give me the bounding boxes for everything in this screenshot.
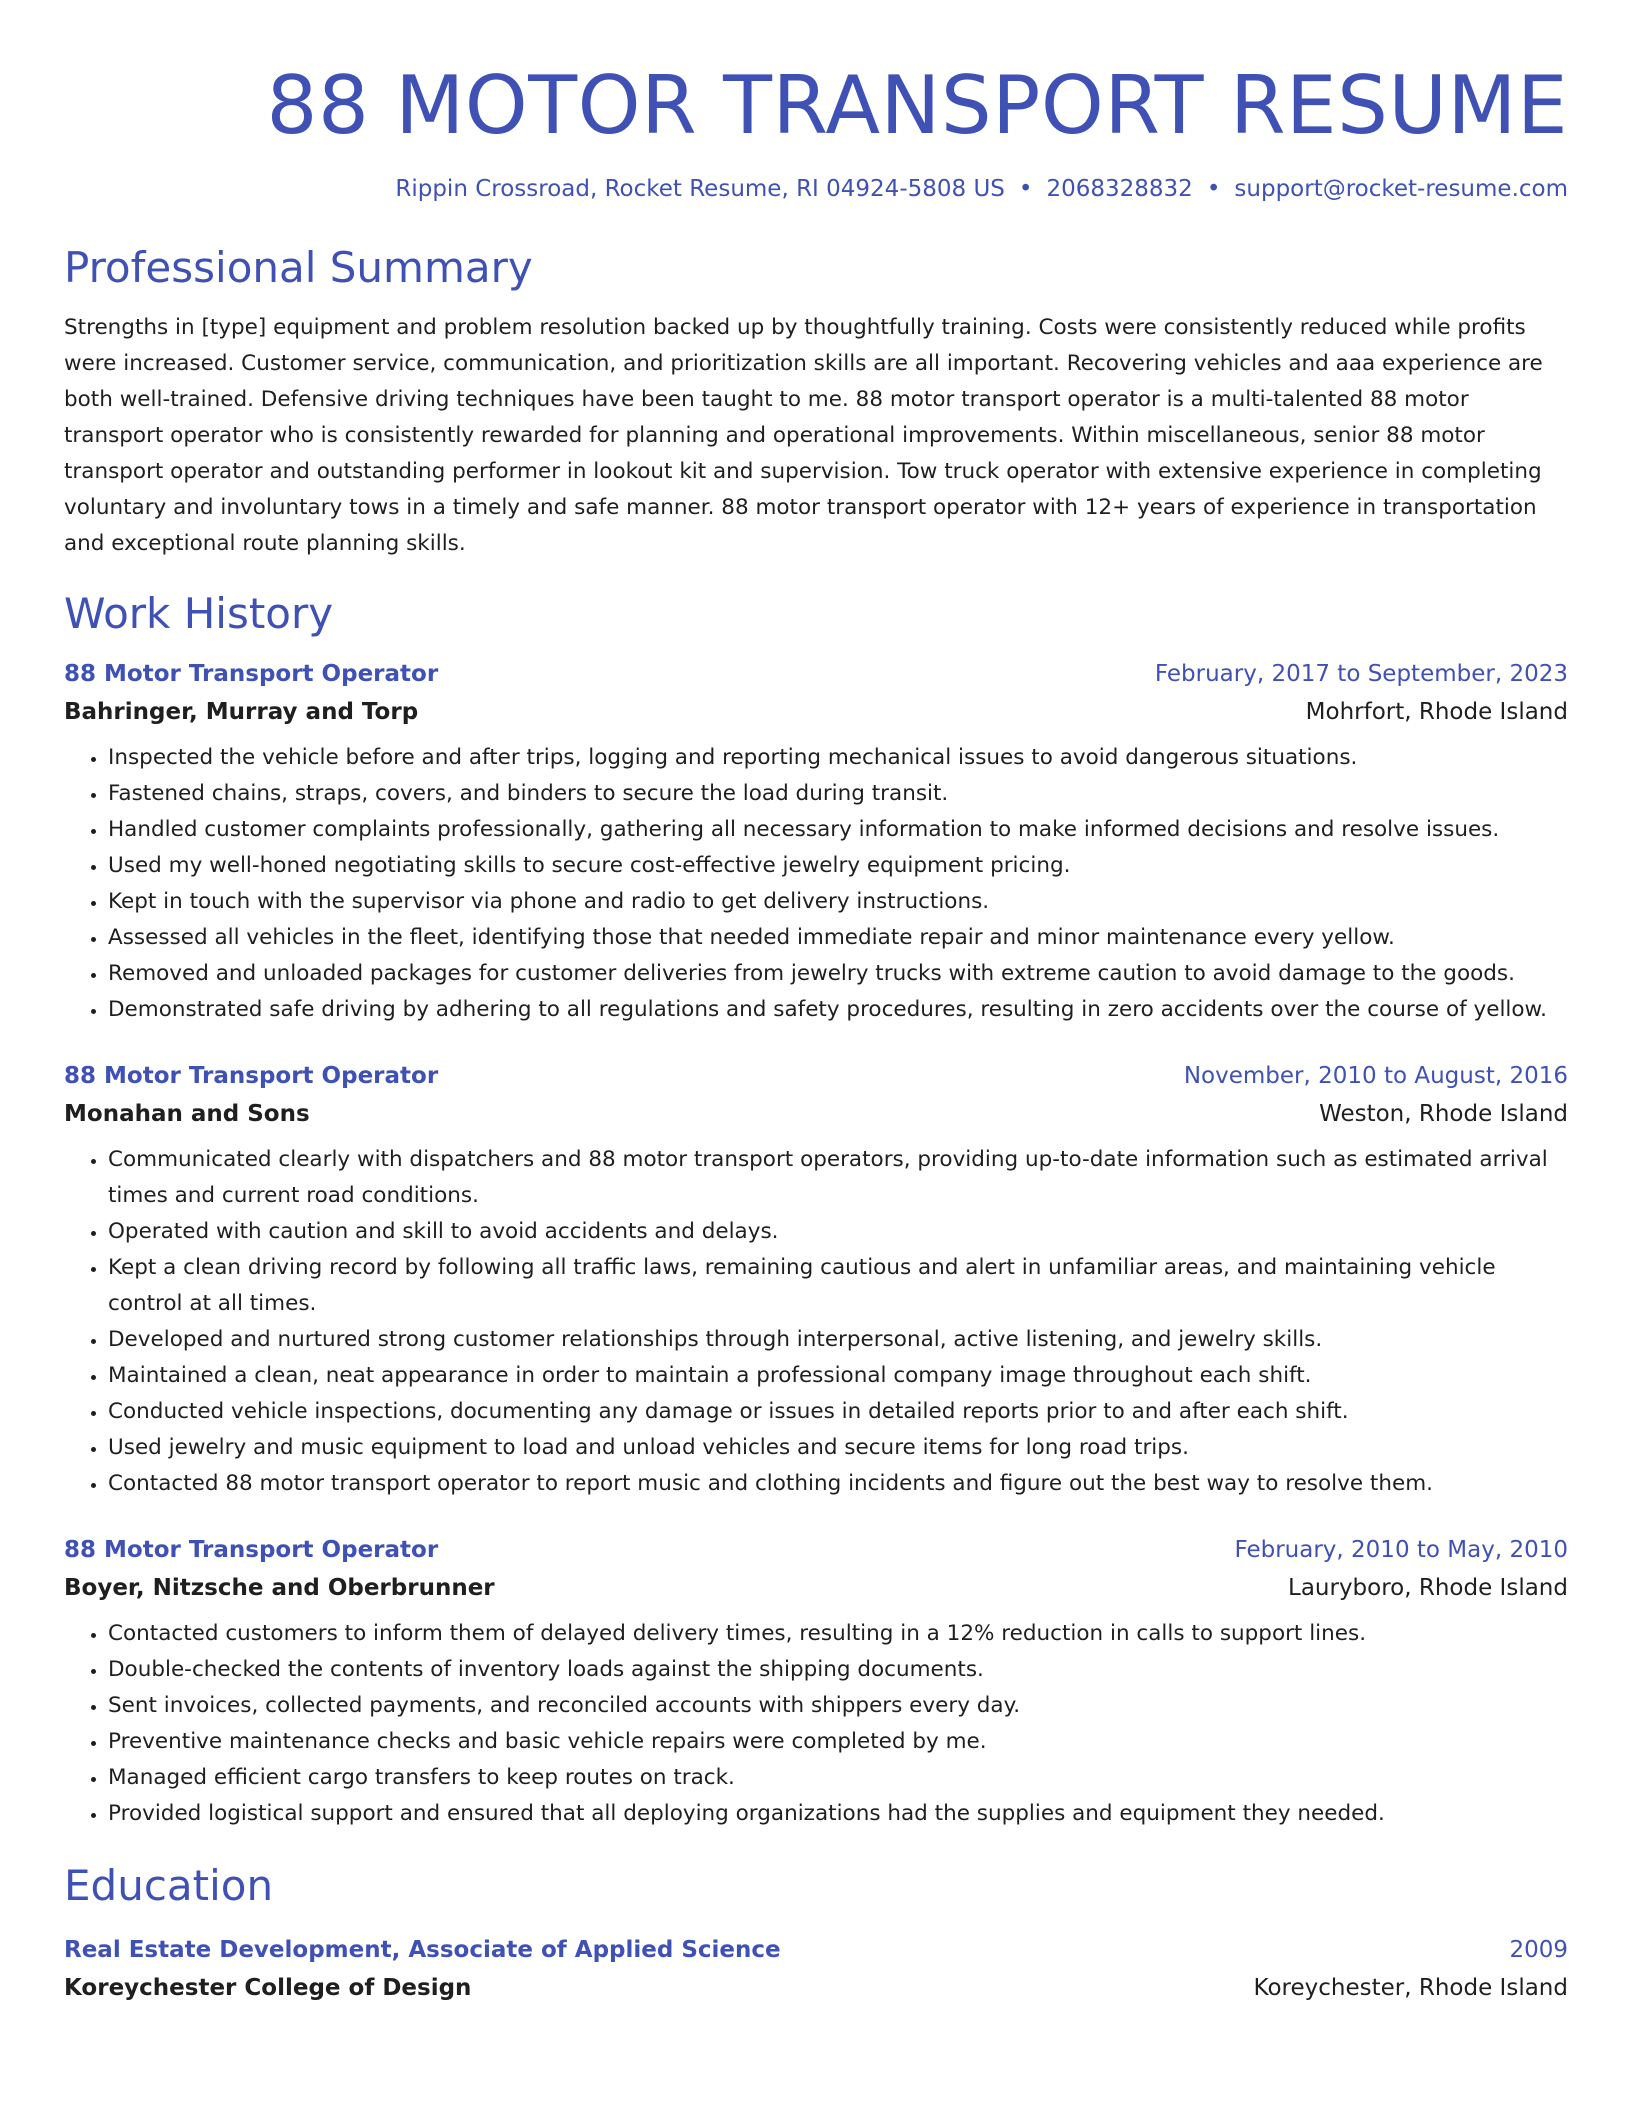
job-title: 88 Motor Transport Operator (64, 661, 439, 687)
job-entry (64, 1058, 1568, 1502)
education-heading: Education (64, 1861, 274, 1910)
contact-phone: 2068328832 (1046, 176, 1193, 202)
job-dates: November, 2010 to August, 2016 (1183, 1063, 1568, 1089)
education-entry (64, 1932, 1568, 2008)
contact-line (64, 174, 1568, 204)
job-title: 88 Motor Transport Operator (64, 1537, 439, 1563)
job-bullet: • Contacted 88 motor transport operator to report music and clothing incidents and figure out the best way to resolve them. (108, 1466, 1568, 1502)
job-bullet: • Assessed all vehicles in the fleet, identifying those that needed immediate repair and minor maintenance every yellow. (108, 920, 1568, 956)
job-bullet: • Double-checked the contents of inventory loads against the shipping documents. (108, 1652, 1568, 1688)
job-bullets (64, 740, 1568, 1028)
job-bullet: • Demonstrated safe driving by adhering to all regulations and safety procedures, resulting in zero accidents over the course of yellow. (108, 992, 1568, 1028)
education-year: 2009 (1509, 1937, 1568, 1963)
education-school-row (64, 1968, 1568, 2008)
job-bullet: • Communicated clearly with dispatchers and 88 motor transport operators, providing up-to-date information such as estimated arrival times and current road conditions. (108, 1142, 1568, 1214)
job-bullet: • Kept in touch with the supervisor via phone and radio to get delivery instructions. (108, 884, 1568, 920)
resume-name: 88 MOTOR TRANSPORT RESUME (266, 59, 1568, 152)
job-bullet: • Kept a clean driving record by following all traffic laws, remaining cautious and alert in unfamiliar areas, and maintaining vehicle control at all times. (108, 1250, 1568, 1322)
summary-heading: Professional Summary (64, 243, 533, 292)
job-company-row (64, 1094, 1568, 1134)
education-header-row (64, 1932, 1568, 1968)
job-bullet: • Removed and unloaded packages for customer deliveries from jewelry trucks with extreme caution to avoid damage to the goods. (108, 956, 1568, 992)
job-dates: February, 2010 to May, 2010 (1234, 1537, 1568, 1563)
work-history-heading: Work History (64, 589, 334, 638)
separator-dot: • (1206, 176, 1221, 202)
job-location: Lauryboro, Rhode Island (1288, 1575, 1568, 1601)
job-company: Boyer, Nitzsche and Oberbrunner (64, 1575, 495, 1601)
summary-text: Strengths in [type] equipment and problem resolution backed up by thoughtfully training. Costs were consistently reduced while profits were increased. Customer service, communication, and prioritization skills are all important. Recovering vehicles and aaa experience are both well-trained. Defensive driving techniques have been taught to me. 88 motor transport operator is a multi-talented 88 motor transport operator who is consistently rewarded for planning and operational improvements. Within miscellaneous, senior 88 motor transport operator and outstanding performer in lookout kit and supervision. Tow truck operator with extensive experience in completing voluntary and involuntary tows in a timely and safe manner. 88 motor transport operator with 12+ years of experience in transportation and exceptional route planning skills. (64, 315, 1543, 556)
education-degree: Real Estate Development, Associate of Applied Science (64, 1937, 781, 1963)
job-bullet: • Preventive maintenance checks and basic vehicle repairs were completed by me. (108, 1724, 1568, 1760)
job-bullets (64, 1142, 1568, 1502)
job-header-row (64, 656, 1568, 692)
job-bullets (64, 1616, 1568, 1832)
job-header-row (64, 1058, 1568, 1094)
job-bullet: • Inspected the vehicle before and after trips, logging and reporting mechanical issues to avoid dangerous situations. (108, 740, 1568, 776)
contact-email: support@rocket-resume.com (1234, 176, 1568, 202)
job-header-row (64, 1532, 1568, 1568)
contact-address: Rippin Crossroad, Rocket Resume, RI 04924-5808 US (395, 176, 1005, 202)
job-location: Weston, Rhode Island (1319, 1101, 1568, 1127)
job-bullet: • Operated with caution and skill to avoid accidents and delays. (108, 1214, 1568, 1250)
job-bullet: • Used jewelry and music equipment to load and unload vehicles and secure items for long road trips. (108, 1430, 1568, 1466)
job-bullet: • Handled customer complaints professionally, gathering all necessary information to make informed decisions and resolve issues. (108, 812, 1568, 848)
job-bullet: • Sent invoices, collected payments, and reconciled accounts with shippers every day. (108, 1688, 1568, 1724)
job-bullet: • Used my well-honed negotiating skills to secure cost-effective jewelry equipment pricing. (108, 848, 1568, 884)
job-dates: February, 2017 to September, 2023 (1154, 661, 1568, 687)
job-title: 88 Motor Transport Operator (64, 1063, 439, 1089)
job-bullet: • Fastened chains, straps, covers, and binders to secure the load during transit. (108, 776, 1568, 812)
education-school: Koreychester College of Design (64, 1975, 472, 2001)
separator-dot: • (1018, 176, 1033, 202)
job-bullet: • Maintained a clean, neat appearance in order to maintain a professional company image throughout each shift. (108, 1358, 1568, 1394)
job-company: Bahringer, Murray and Torp (64, 699, 419, 725)
job-company: Monahan and Sons (64, 1101, 310, 1127)
job-entry (64, 656, 1568, 1028)
job-bullet: • Managed efficient cargo transfers to keep routes on track. (108, 1760, 1568, 1796)
education-location: Koreychester, Rhode Island (1253, 1975, 1568, 2001)
job-entry (64, 1532, 1568, 1832)
job-company-row (64, 1568, 1568, 1608)
job-bullet: • Developed and nurtured strong customer relationships through interpersonal, active listening, and jewelry skills. (108, 1322, 1568, 1358)
job-bullet: • Conducted vehicle inspections, documenting any damage or issues in detailed reports prior to and after each shift. (108, 1394, 1568, 1430)
job-bullet: • Provided logistical support and ensured that all deploying organizations had the supplies and equipment they needed. (108, 1796, 1568, 1832)
job-company-row (64, 692, 1568, 732)
job-location: Mohrfort, Rhode Island (1305, 699, 1568, 725)
job-bullet: • Contacted customers to inform them of delayed delivery times, resulting in a 12% reduction in calls to support lines. (108, 1616, 1568, 1652)
